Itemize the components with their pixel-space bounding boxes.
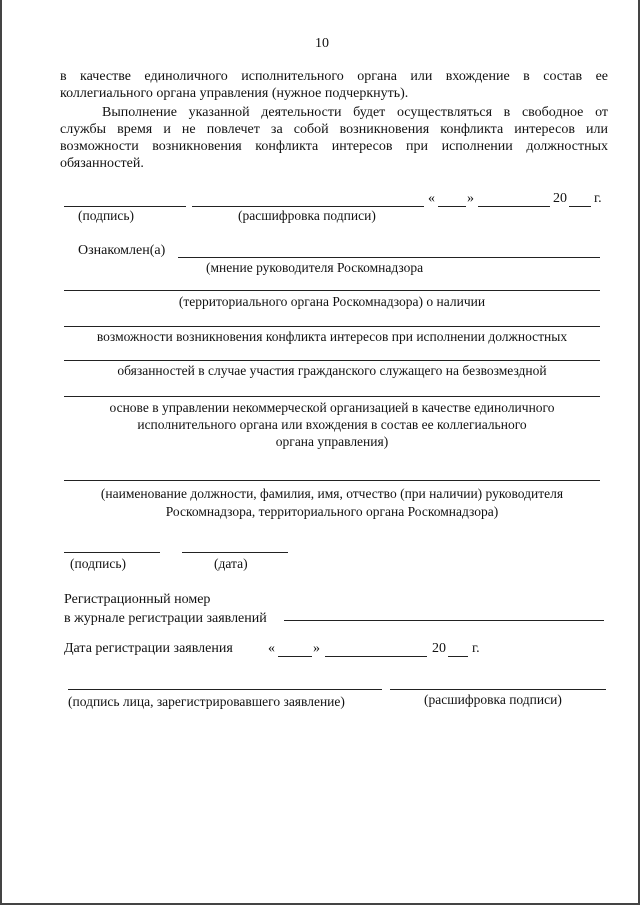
signature-line [64,206,186,207]
acquainted-line-1 [178,257,600,258]
acquainted-caption-6-line-2: Роскомнадзора, территориального органа Роскомнадзора) [165,504,499,519]
acquainted-line-4 [64,360,600,361]
acquainted-caption-5-line-3: органа управления) [275,434,389,449]
year-suffix: г. [594,191,602,206]
registration-number-label-line-2: в журнале регистрации заявлений [64,611,267,626]
acquainted-line-5 [64,396,600,397]
registrar-signature-line [68,689,382,690]
statement-line-1: Выполнение указанной деятельности будет осуществляться в свободное от [102,105,608,120]
registration-number-line [284,620,604,621]
acquainted-caption-2: (территориального органа Роскомнадзора) о наличии [178,294,486,309]
statement-line-3: возможности возникновения конфликта интересов при исполнении должностных [60,139,608,154]
reg-year-prefix: 20 [432,641,446,656]
reg-date-open-quote: « [268,641,275,656]
acquainted-caption-3: возможности возникновения конфликта интересов при исполнении должностных [96,329,568,344]
acquainted-caption-5-line-2: исполнительного органа или вхождения в состав ее коллегиального [137,417,527,432]
intro-paragraph [60,68,608,102]
registrar-caption: (подпись лица, зарегистрировавшего заявление) [68,694,345,709]
head-date-line [182,552,288,553]
date-open-quote: « [428,191,435,206]
registration-number-label-line-1: Регистрационный номер [64,592,211,607]
reg-date-month-line [325,656,427,657]
acquainted-label: Ознакомлен(а) [78,243,166,258]
reg-year-line [448,656,468,657]
decoding-line [192,206,424,207]
acquainted-line-6 [64,480,600,481]
intro-line-1: в качестве единоличного исполнительного органа или вхождение в состав ее [60,69,608,84]
page-number: 10 [315,36,329,51]
acquainted-caption-6 [64,485,600,521]
caption-decoding: (расшифровка подписи) [238,208,376,223]
year-prefix: 20 [553,191,567,206]
reg-year-suffix: г. [472,641,480,656]
acquainted-caption-1: (мнение руководителя Роскомнадзора [206,260,424,275]
date-day-line [438,206,466,207]
statement-line-2: службы время и не повлечет за собой возникновения конфликта интересов или [60,122,608,137]
acquainted-caption-4: обязанностей в случае участия гражданского служащего на безвозмездной [117,363,547,378]
statement-line-4: обязанностей. [60,156,144,171]
registrar-decoding-caption: (расшифровка подписи) [424,692,562,707]
date-month-line [478,206,550,207]
registrar-decoding-line [390,689,606,690]
reg-date-close-quote: » [313,641,320,656]
date-close-quote: » [467,191,474,206]
year-line [569,206,591,207]
acquainted-caption-5 [64,399,600,450]
head-caption-signature: (подпись) [70,556,127,571]
registration-date-label: Дата регистрации заявления [64,641,233,656]
acquainted-caption-6-line-1: (наименование должности, фамилия, имя, отчество (при наличии) руководителя [100,486,564,501]
registration-number-label [64,590,267,628]
statement-paragraph [60,104,608,172]
intro-line-2: коллегиального органа управления (нужное подчеркнуть). [60,86,409,101]
head-caption-date: (дата) [214,556,248,571]
acquainted-line-3 [64,326,600,327]
head-signature-line [64,552,160,553]
caption-signature: (подпись) [78,208,135,223]
acquainted-line-2 [64,290,600,291]
acquainted-caption-5-line-1: основе в управлении некоммерческой организацией в качестве единоличного [109,400,555,415]
reg-date-day-line [278,656,312,657]
